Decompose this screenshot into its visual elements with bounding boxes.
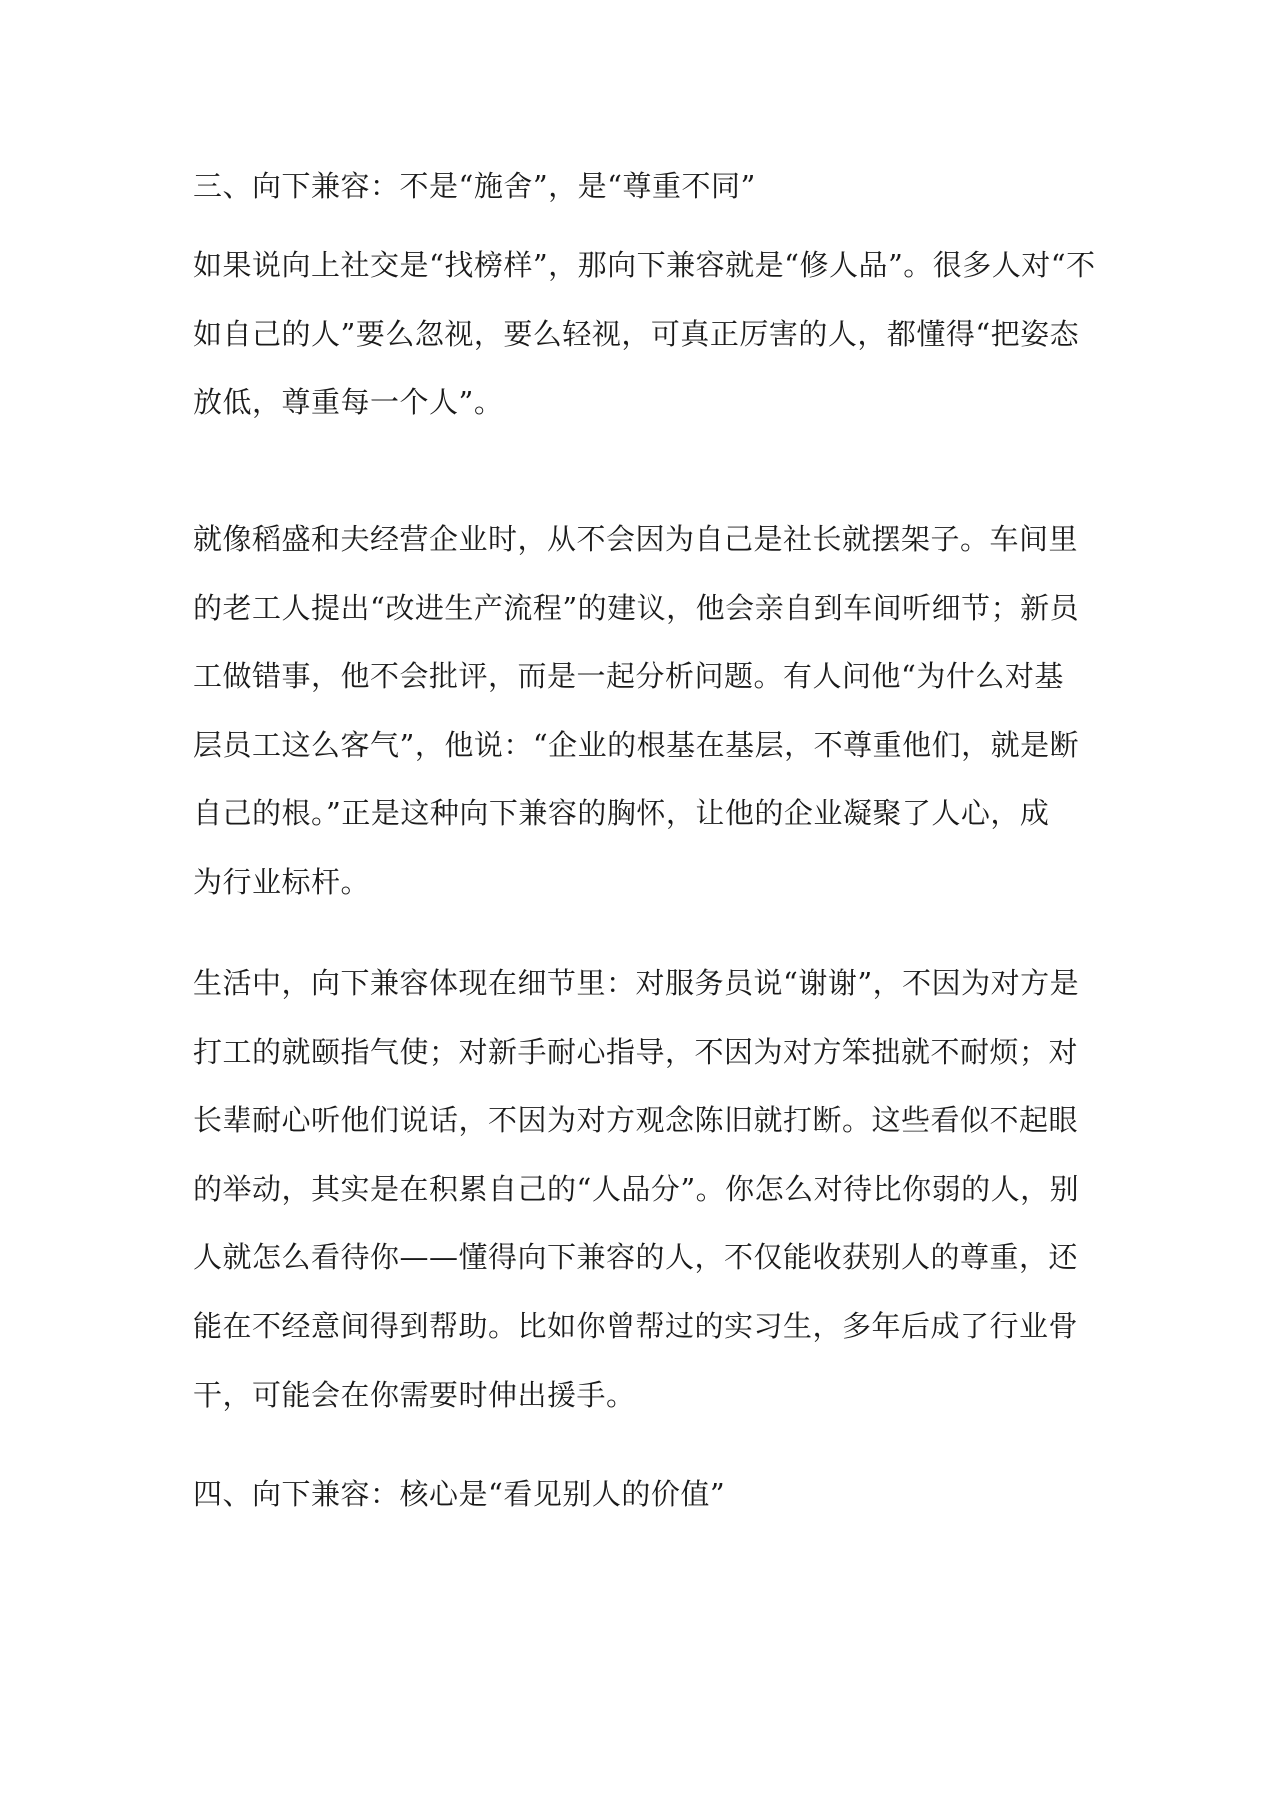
text-line: 生活中，向下兼容体现在细节里：对服务员说“谢谢”，不因为对方是 [193, 966, 1080, 1000]
text-line: 干，可能会在你需要时伸出援手。 [193, 1377, 636, 1412]
text-line: 的老工人提出“改进生产流程”的建议，他会亲自到车间听细节；新员 [193, 590, 1080, 625]
text-line: 打工的就颐指气使；对新手耐心指导，不因为对方笨拙就不耐烦；对 [193, 1034, 1079, 1069]
text-line: 三、向下兼容：不是“施舍”，是“尊重不同” [193, 169, 756, 203]
text-line: 自己的根。”正是这种向下兼容的胸怀，让他的企业凝聚了人心，成 [193, 796, 1050, 831]
text-line: 为行业标杆。 [193, 864, 371, 899]
text-line: 长辈耐心听他们说话，不因为对方观念陈旧就打断。这些看似不起眼 [193, 1103, 1079, 1138]
paragraph-3 [193, 949, 1083, 1429]
text-line: 四、向下兼容：核心是“看见别人的价值” [193, 1477, 726, 1511]
section-heading-4 [193, 1474, 1083, 1514]
text-line: 工做错事，他不会批评，而是一起分析问题。有人问他“为什么对基 [193, 659, 1064, 694]
section-heading-3 [193, 166, 1083, 206]
paragraph-1 [193, 231, 1096, 437]
paragraph-2 [193, 505, 1083, 917]
text-line: 人就怎么看待你——懂得向下兼容的人，不仅能收获别人的尊重，还 [193, 1240, 1079, 1275]
text-line: 层员工这么客气”，他说：“企业的根基在基层，不尊重他们，就是断 [193, 727, 1080, 762]
text-line: 如果说向上社交是“找榜样”，那向下兼容就是“修人品”。很多人对“不 [193, 248, 1096, 282]
text-line: 就像稻盛和夫经营企业时，从不会因为自己是社长就摆架子。车间里 [193, 522, 1079, 556]
text-line: 如自己的人”要么忽视，要么轻视，可真正厉害的人，都懂得“把姿态 [193, 316, 1080, 351]
text-line: 放低，尊重每一个人”。 [193, 385, 504, 420]
text-line: 能在不经意间得到帮助。比如你曾帮过的实习生，多年后成了行业骨 [193, 1308, 1079, 1343]
text-line: 的举动，其实是在积累自己的“人品分”。你怎么对待比你弱的人，别 [193, 1171, 1080, 1206]
